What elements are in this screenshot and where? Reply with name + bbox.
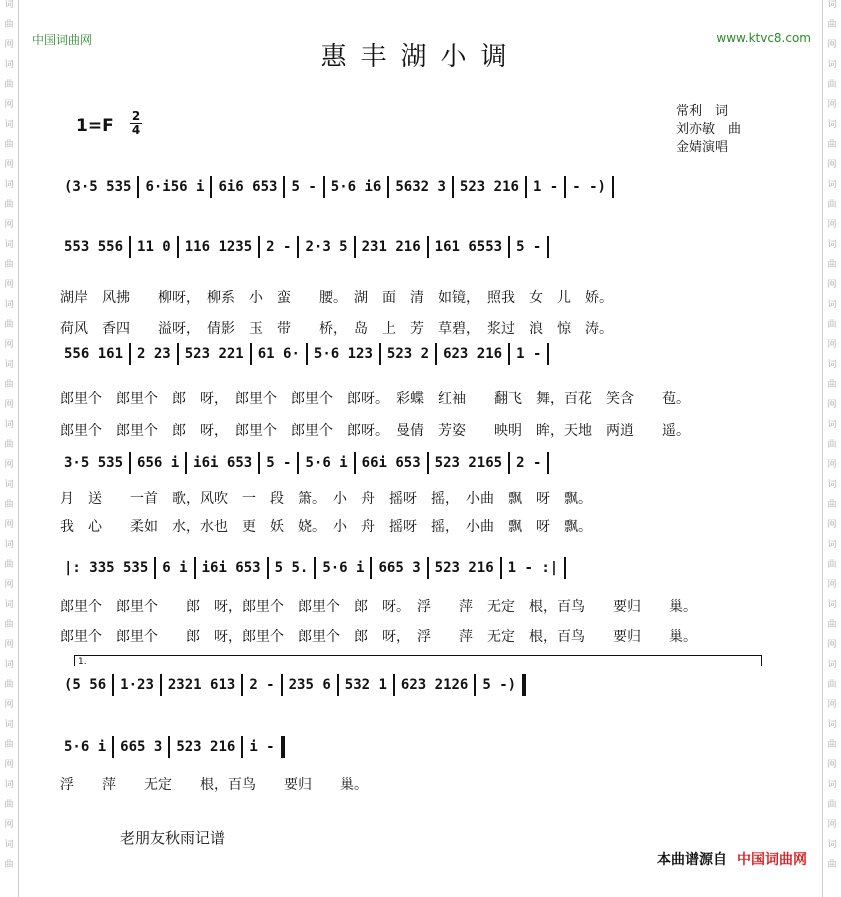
lyric-line: 月 送 一首 歌，风吹 一 段 箫。 小 舟 摇呀 摇， 小曲 飘 呀 飘。: [60, 491, 592, 507]
watermark-char: 曲: [4, 860, 14, 870]
watermark-char: 网: [827, 460, 837, 470]
barline: [160, 674, 162, 696]
credits: [676, 103, 741, 157]
barline: [525, 176, 527, 198]
watermark-char: 网: [4, 520, 14, 530]
watermark-char: 曲: [827, 320, 837, 330]
barline: [185, 452, 187, 474]
score-line: [60, 736, 790, 762]
barline: [129, 343, 131, 365]
barline: [393, 674, 395, 696]
volta-label: 1.: [78, 657, 87, 667]
barline: [281, 674, 283, 696]
score-line: [60, 674, 790, 700]
measure: 2 -: [249, 677, 275, 693]
watermark-char: 曲: [827, 80, 837, 90]
measure: 11 0: [137, 239, 171, 255]
right-watermark-strip: [822, 0, 841, 897]
watermark-char: 曲: [827, 800, 837, 810]
barline: [297, 452, 299, 474]
watermark-char: 网: [4, 700, 14, 710]
barline: [427, 236, 429, 258]
measure: - -): [572, 179, 606, 195]
barline: [547, 343, 549, 365]
watermark-char: 网: [827, 640, 837, 650]
measure: 1·23: [120, 677, 154, 693]
barline: [354, 236, 356, 258]
barline: [250, 343, 252, 365]
watermark-char: 词: [4, 240, 14, 250]
measure: 5 -: [266, 455, 292, 471]
measure: (3·5 535: [64, 179, 132, 195]
watermark-char: 词: [4, 60, 14, 70]
watermark-char: 词: [4, 660, 14, 670]
watermark-char: 曲: [827, 20, 837, 30]
measure: 556 161: [64, 346, 124, 362]
measure: i6i 653: [193, 455, 253, 471]
watermark-char: 曲: [4, 500, 14, 510]
watermark-char: 曲: [4, 20, 14, 30]
watermark-char: 词: [4, 180, 14, 190]
watermark-char: 网: [4, 760, 14, 770]
measure: 5·6 i: [322, 560, 365, 576]
watermark-char: 曲: [827, 140, 837, 150]
watermark-char: 曲: [4, 620, 14, 630]
watermark-char: 网: [827, 280, 837, 290]
watermark-char: 网: [4, 280, 14, 290]
lyric-line: 郎里个 郎里个 郎 呀，郎里个 郎里个 郎 呀。 浮 萍 无定 根，百鸟 要归 巢。: [60, 599, 697, 615]
watermark-char: 曲: [827, 620, 837, 630]
measure: 6·i56 i: [145, 179, 205, 195]
watermark-char: 曲: [827, 680, 837, 690]
measure: 2 -: [266, 239, 292, 255]
watermark-char: 网: [827, 40, 837, 50]
watermark-char: 曲: [827, 200, 837, 210]
barline: [427, 452, 429, 474]
watermark-char: 词: [827, 480, 837, 490]
measure: i6i 653: [201, 560, 261, 576]
watermark-char: 词: [827, 420, 837, 430]
time-signature: [130, 110, 142, 137]
measure: 523 2165: [434, 455, 503, 471]
watermark-char: 曲: [4, 140, 14, 150]
key-signature: 1=F: [76, 116, 114, 136]
measure: 1 -: [532, 179, 559, 195]
measure: 523 2: [386, 346, 430, 362]
watermark-char: 网: [4, 160, 14, 170]
watermark-char: 曲: [4, 320, 14, 330]
watermark-char: 词: [4, 0, 14, 10]
barline: [129, 452, 131, 474]
measure: 532 1: [344, 677, 387, 693]
left-watermark-strip: [0, 0, 19, 897]
barline: [370, 557, 372, 579]
measure: 231 216: [361, 239, 421, 255]
watermark-char: 词: [827, 60, 837, 70]
barline: [112, 736, 114, 758]
lyric-line: 郎里个 郎里个 郎 呀， 郎里个 郎里个 郎呀。 彩蝶 红袖 翻飞 舞，百花 笑含 苞。: [60, 391, 690, 407]
source-footer: [657, 849, 807, 869]
watermark-char: 曲: [4, 740, 14, 750]
measure: 66i 653: [361, 455, 421, 471]
barline: [564, 557, 566, 579]
lyric-line: 郎里个 郎里个 郎 呀，郎里个 郎里个 郎 呀， 浮 萍 无定 根，百鸟 要归 巢。: [60, 629, 697, 645]
measure: 2 23: [137, 346, 171, 362]
barline: [354, 452, 356, 474]
barline: [547, 236, 549, 258]
watermark-char: 词: [4, 360, 14, 370]
barline: [323, 176, 325, 198]
watermark-char: 网: [4, 580, 14, 590]
barline: [168, 736, 170, 758]
score-line: [60, 176, 790, 202]
watermark-char: 词: [4, 720, 14, 730]
transcriber-credit: 老朋友秋雨记谱: [120, 829, 226, 847]
watermark-char: 网: [4, 220, 14, 230]
barline: [241, 736, 243, 758]
measure: 665 3: [378, 560, 421, 576]
watermark-char: 网: [827, 160, 837, 170]
measure: 5·6 i6: [330, 179, 382, 195]
barline: [522, 674, 526, 696]
measure: (5 56: [64, 677, 107, 693]
watermark-char: 网: [4, 340, 14, 350]
watermark-char: 曲: [827, 560, 837, 570]
measure: 553 556: [64, 239, 124, 255]
barline: [241, 674, 243, 696]
measure: 116 1235: [184, 239, 253, 255]
barline: [500, 557, 502, 579]
score-line: [60, 236, 790, 262]
watermark-char: 词: [827, 780, 837, 790]
measure: 623 216: [443, 346, 503, 362]
watermark-char: 曲: [827, 380, 837, 390]
barline: [612, 176, 614, 198]
watermark-char: 曲: [827, 740, 837, 750]
barline: [508, 343, 510, 365]
watermark-char: 曲: [4, 680, 14, 690]
watermark-char: 网: [827, 520, 837, 530]
watermark-char: 词: [4, 600, 14, 610]
watermark-char: 网: [4, 100, 14, 110]
barline: [337, 674, 339, 696]
watermark-char: 词: [827, 540, 837, 550]
watermark-char: 网: [4, 640, 14, 650]
measure: 523 221: [184, 346, 244, 362]
barline: [267, 557, 269, 579]
measure: 623 2126: [400, 677, 469, 693]
source-label: 本曲谱源自: [657, 852, 727, 868]
measure: 523 216: [434, 560, 494, 576]
barline: [508, 452, 510, 474]
measure: 523 216: [176, 739, 236, 755]
watermark-char: 网: [827, 340, 837, 350]
singer: 金婧演唱: [676, 140, 729, 155]
score-line: [60, 343, 790, 369]
watermark-char: 曲: [4, 440, 14, 450]
score-line: [60, 557, 790, 583]
lyricist: 常利 词: [676, 104, 729, 119]
measure: 5 -: [291, 179, 317, 195]
measure: 5 5.: [274, 560, 309, 576]
watermark-char: 词: [827, 360, 837, 370]
barline: [379, 343, 381, 365]
measure: 1 -: [516, 346, 542, 362]
watermark-char: 词: [827, 300, 837, 310]
measure: 3·5 535: [64, 455, 124, 471]
watermark-char: 词: [4, 480, 14, 490]
measure: 5 -): [482, 677, 517, 693]
watermark-char: 词: [4, 300, 14, 310]
measure: 2 -: [516, 455, 542, 471]
watermark-char: 词: [827, 720, 837, 730]
barline: [283, 176, 285, 198]
watermark-char: 曲: [827, 500, 837, 510]
barline: [177, 236, 179, 258]
watermark-char: 词: [4, 540, 14, 550]
measure: 2·3 5: [305, 239, 348, 255]
lyric-line: 我 心 柔如 水，水也 更 妖 娆。 小 舟 摇呀 摇， 小曲 飘 呀 飘。: [60, 519, 592, 535]
first-ending-bracket: [74, 655, 762, 666]
watermark-char: 词: [4, 420, 14, 430]
site-name-left[interactable]: 中国词曲网: [32, 33, 93, 47]
watermark-char: 网: [4, 820, 14, 830]
lyric-line: 湖岸 风拂 柳呀， 柳系 小 蛮 腰。 湖 面 清 如镜， 照我 女 儿 娇。: [60, 290, 613, 306]
barline: [210, 176, 212, 198]
watermark-char: 词: [827, 180, 837, 190]
watermark-char: 曲: [827, 860, 837, 870]
watermark-char: 曲: [4, 380, 14, 390]
measure: 5·6 i: [64, 739, 107, 755]
watermark-char: 网: [4, 400, 14, 410]
meter-top: 2: [131, 109, 141, 123]
measure: 656 i: [137, 455, 180, 471]
measure: 1 - :|: [507, 560, 559, 576]
barline: [297, 236, 299, 258]
watermark-char: 词: [4, 840, 14, 850]
barline: [137, 176, 139, 198]
barline: [306, 343, 308, 365]
watermark-char: 网: [827, 820, 837, 830]
barline: [258, 236, 260, 258]
measure: 5·6 123: [313, 346, 373, 362]
score-line: [60, 452, 790, 478]
composer: 刘亦敏 曲: [676, 122, 742, 137]
measure: 665 3: [120, 739, 163, 755]
song-title: 惠丰湖小调: [320, 42, 521, 72]
barline: [474, 674, 476, 696]
watermark-char: 网: [827, 220, 837, 230]
source-site-link[interactable]: 中国词曲网: [737, 852, 807, 868]
measure: 5 -: [516, 239, 542, 255]
barline: [281, 736, 285, 758]
measure: |: 335 535: [64, 560, 149, 576]
watermark-char: 词: [827, 120, 837, 130]
barline: [177, 343, 179, 365]
watermark-char: 曲: [827, 260, 837, 270]
watermark-char: 词: [827, 240, 837, 250]
site-url-right[interactable]: www.ktvc8.com: [716, 31, 811, 45]
barline: [154, 557, 156, 579]
watermark-char: 词: [827, 600, 837, 610]
lyric-line: 荷风 香四 溢呀， 倩影 玉 带 桥， 岛 上 芳 草碧， 浆过 浪 惊 涛。: [60, 321, 613, 337]
watermark-char: 网: [827, 400, 837, 410]
barline: [547, 452, 549, 474]
watermark-char: 曲: [4, 80, 14, 90]
watermark-char: 曲: [4, 800, 14, 810]
barline: [427, 557, 429, 579]
barline: [194, 557, 196, 579]
watermark-char: 网: [4, 40, 14, 50]
measure: 5632 3: [395, 179, 446, 195]
lyric-line: 郎里个 郎里个 郎 呀， 郎里个 郎里个 郎呀。 曼倩 芳姿 映明 眸，天地 两逍 遥。: [60, 423, 690, 439]
watermark-char: 网: [827, 760, 837, 770]
watermark-char: 词: [4, 780, 14, 790]
barline: [112, 674, 114, 696]
barline: [314, 557, 316, 579]
barline: [452, 176, 454, 198]
watermark-char: 曲: [4, 560, 14, 570]
barline: [564, 176, 566, 198]
lyric-line: 浮 萍 无定 根，百鸟 要归 巢。: [60, 777, 368, 793]
measure: 5·6 i: [305, 455, 348, 471]
meter-bottom: 4: [131, 123, 141, 137]
watermark-char: 网: [827, 700, 837, 710]
watermark-char: 曲: [827, 440, 837, 450]
watermark-char: 词: [827, 0, 837, 10]
barline: [435, 343, 437, 365]
watermark-char: 曲: [4, 260, 14, 270]
measure: 523 216: [459, 179, 519, 195]
measure: 235 6: [288, 677, 331, 693]
barline: [508, 236, 510, 258]
watermark-char: 词: [827, 840, 837, 850]
measure: i -: [249, 739, 275, 755]
measure: 61 6·: [257, 346, 300, 362]
watermark-char: 网: [827, 100, 837, 110]
measure: 6 i: [162, 560, 188, 576]
watermark-char: 网: [4, 460, 14, 470]
barline: [387, 176, 389, 198]
barline: [258, 452, 260, 474]
watermark-char: 网: [827, 580, 837, 590]
measure: 161 6553: [434, 239, 503, 255]
measure: 2321 613: [167, 677, 236, 693]
watermark-char: 词: [827, 660, 837, 670]
watermark-char: 词: [4, 120, 14, 130]
watermark-char: 曲: [4, 200, 14, 210]
measure: 6i6 653: [218, 179, 278, 195]
barline: [129, 236, 131, 258]
